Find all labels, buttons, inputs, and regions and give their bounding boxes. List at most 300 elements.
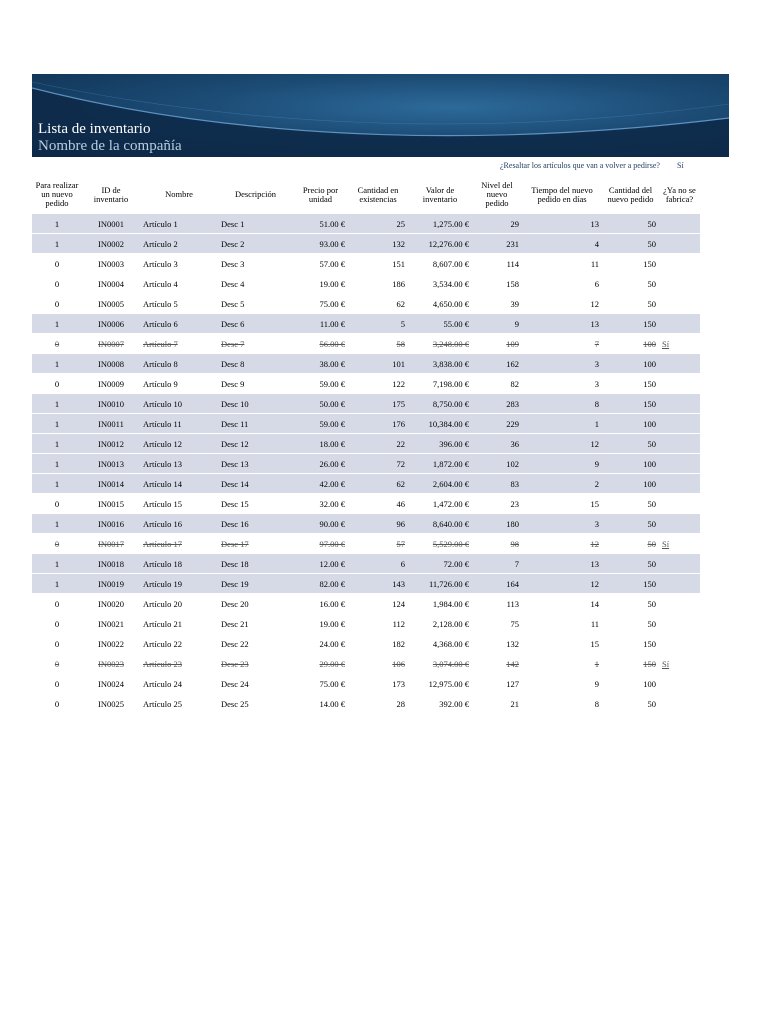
stock-quantity-cell[interactable]: 62 <box>348 474 408 494</box>
inventory-value-cell[interactable]: 2,604.00 € <box>408 474 472 494</box>
discontinued-cell[interactable] <box>659 594 700 614</box>
unit-price-cell[interactable]: 75.00 € <box>293 674 348 694</box>
column-header[interactable]: Cantidad en existencias <box>357 184 399 204</box>
unit-price-cell[interactable]: 14.00 € <box>293 694 348 714</box>
inventory-value-cell[interactable]: 7,198.00 € <box>408 374 472 394</box>
name-cell[interactable]: Artículo 2 <box>140 234 218 254</box>
stock-quantity-cell[interactable]: 72 <box>348 454 408 474</box>
highlight-value-cell[interactable]: Sí <box>677 161 684 170</box>
reorder-cell[interactable]: 1 <box>32 574 82 594</box>
description-cell[interactable]: Desc 6 <box>218 314 293 334</box>
name-cell[interactable]: Artículo 22 <box>140 634 218 654</box>
description-cell[interactable]: Desc 19 <box>218 574 293 594</box>
stock-quantity-cell[interactable]: 176 <box>348 414 408 434</box>
name-cell[interactable]: Artículo 15 <box>140 494 218 514</box>
discontinued-cell[interactable] <box>659 614 700 634</box>
reorder-quantity-cell[interactable]: 50 <box>602 294 659 314</box>
reorder-days-cell[interactable]: 11 <box>522 254 602 274</box>
inventory-id-cell[interactable]: IN0017 <box>82 534 140 554</box>
inventory-value-cell[interactable]: 1,275.00 € <box>408 214 472 234</box>
reorder-quantity-cell[interactable]: 150 <box>602 314 659 334</box>
description-cell[interactable]: Desc 17 <box>218 534 293 554</box>
column-header[interactable]: Nivel del nuevo pedido <box>481 180 513 208</box>
reorder-days-cell[interactable]: 15 <box>522 634 602 654</box>
name-cell[interactable]: Artículo 18 <box>140 554 218 574</box>
table-row <box>32 314 700 334</box>
inventory-value-cell[interactable]: 12,276.00 € <box>408 234 472 254</box>
name-cell[interactable]: Artículo 25 <box>140 694 218 714</box>
inventory-id-cell[interactable]: IN0009 <box>82 374 140 394</box>
discontinued-cell[interactable] <box>659 454 700 474</box>
table-row <box>32 234 700 254</box>
reorder-cell[interactable]: 0 <box>32 494 82 514</box>
discontinued-cell[interactable] <box>659 314 700 334</box>
reorder-days-cell[interactable]: 13 <box>522 554 602 574</box>
unit-price-cell[interactable]: 19.00 € <box>293 274 348 294</box>
inventory-id-cell[interactable]: IN0020 <box>82 594 140 614</box>
unit-price-cell[interactable]: 38.00 € <box>293 354 348 374</box>
reorder-quantity-cell[interactable]: 50 <box>602 234 659 254</box>
inventory-id-cell[interactable]: IN0003 <box>82 254 140 274</box>
reorder-cell[interactable]: 0 <box>32 374 82 394</box>
inventory-value-cell[interactable]: 11,726.00 € <box>408 574 472 594</box>
reorder-quantity-cell[interactable]: 150 <box>602 374 659 394</box>
reorder-level-cell[interactable]: 83 <box>472 474 522 494</box>
reorder-quantity-cell[interactable]: 50 <box>602 214 659 234</box>
unit-price-cell[interactable]: 32.00 € <box>293 494 348 514</box>
reorder-quantity-cell[interactable]: 150 <box>602 634 659 654</box>
inventory-id-cell[interactable]: IN0007 <box>82 334 140 354</box>
reorder-level-cell[interactable]: 102 <box>472 454 522 474</box>
unit-price-cell[interactable]: 51.00 € <box>293 214 348 234</box>
description-cell[interactable]: Desc 15 <box>218 494 293 514</box>
reorder-level-cell[interactable]: 114 <box>472 254 522 274</box>
reorder-days-cell[interactable]: 11 <box>522 614 602 634</box>
reorder-level-cell[interactable]: 21 <box>472 694 522 714</box>
reorder-quantity-cell[interactable]: 50 <box>602 434 659 454</box>
reorder-days-cell[interactable]: 12 <box>522 534 602 554</box>
reorder-days-cell[interactable]: 9 <box>522 674 602 694</box>
description-cell[interactable]: Desc 1 <box>218 214 293 234</box>
inventory-value-cell[interactable]: 8,607.00 € <box>408 254 472 274</box>
reorder-level-cell[interactable]: 162 <box>472 354 522 374</box>
table-row <box>32 414 700 434</box>
discontinued-cell[interactable] <box>659 414 700 434</box>
description-cell[interactable]: Desc 4 <box>218 274 293 294</box>
unit-price-cell[interactable]: 97.00 € <box>293 534 348 554</box>
inventory-id-cell[interactable]: IN0005 <box>82 294 140 314</box>
name-cell[interactable]: Artículo 10 <box>140 394 218 414</box>
unit-price-cell[interactable]: 29.00 € <box>293 654 348 674</box>
reorder-cell[interactable]: 0 <box>32 694 82 714</box>
name-cell[interactable]: Artículo 20 <box>140 594 218 614</box>
reorder-level-cell[interactable]: 164 <box>472 574 522 594</box>
inventory-id-cell[interactable]: IN0004 <box>82 274 140 294</box>
reorder-cell[interactable]: 1 <box>32 214 82 234</box>
reorder-level-cell[interactable]: 127 <box>472 674 522 694</box>
inventory-id-cell[interactable]: IN0015 <box>82 494 140 514</box>
reorder-quantity-cell[interactable]: 50 <box>602 694 659 714</box>
reorder-cell[interactable]: 0 <box>32 614 82 634</box>
inventory-value-cell[interactable]: 3,534.00 € <box>408 274 472 294</box>
inventory-table <box>32 175 700 714</box>
stock-quantity-cell[interactable]: 106 <box>348 654 408 674</box>
reorder-days-cell[interactable]: 3 <box>522 354 602 374</box>
reorder-quantity-cell[interactable]: 100 <box>602 454 659 474</box>
column-header[interactable]: ID de inventario <box>93 184 129 204</box>
discontinued-cell[interactable] <box>659 234 700 254</box>
inventory-id-cell[interactable]: IN0010 <box>82 394 140 414</box>
reorder-quantity-cell[interactable]: 150 <box>602 394 659 414</box>
inventory-id-cell[interactable]: IN0002 <box>82 234 140 254</box>
reorder-quantity-cell[interactable]: 50 <box>602 554 659 574</box>
reorder-cell[interactable]: 0 <box>32 534 82 554</box>
inventory-id-cell[interactable]: IN0014 <box>82 474 140 494</box>
reorder-days-cell[interactable]: 12 <box>522 574 602 594</box>
reorder-days-cell[interactable]: 4 <box>522 234 602 254</box>
reorder-quantity-cell[interactable]: 50 <box>602 614 659 634</box>
reorder-level-cell[interactable]: 7 <box>472 554 522 574</box>
reorder-cell[interactable]: 1 <box>32 414 82 434</box>
header-banner <box>32 74 729 157</box>
reorder-level-cell[interactable]: 229 <box>472 414 522 434</box>
name-cell[interactable]: Artículo 1 <box>140 214 218 234</box>
discontinued-cell[interactable] <box>659 354 700 374</box>
reorder-cell[interactable]: 0 <box>32 594 82 614</box>
inventory-id-cell[interactable]: IN0025 <box>82 694 140 714</box>
inventory-value-cell[interactable]: 55.00 € <box>408 314 472 334</box>
discontinued-cell[interactable] <box>659 254 700 274</box>
inventory-id-cell[interactable]: IN0023 <box>82 654 140 674</box>
name-cell[interactable]: Artículo 8 <box>140 354 218 374</box>
reorder-quantity-cell[interactable]: 50 <box>602 594 659 614</box>
column-header[interactable]: Descripción <box>234 189 277 199</box>
reorder-level-cell[interactable]: 180 <box>472 514 522 534</box>
reorder-level-cell[interactable]: 283 <box>472 394 522 414</box>
stock-quantity-cell[interactable]: 22 <box>348 434 408 454</box>
discontinued-cell[interactable] <box>659 634 700 654</box>
discontinued-cell[interactable] <box>659 514 700 534</box>
reorder-level-cell[interactable]: 9 <box>472 314 522 334</box>
stock-quantity-cell[interactable]: 58 <box>348 334 408 354</box>
description-cell[interactable]: Desc 9 <box>218 374 293 394</box>
reorder-level-cell[interactable]: 39 <box>472 294 522 314</box>
reorder-quantity-cell[interactable]: 100 <box>602 334 659 354</box>
reorder-cell[interactable]: 0 <box>32 654 82 674</box>
name-cell[interactable]: Artículo 12 <box>140 434 218 454</box>
reorder-days-cell[interactable]: 7 <box>522 334 602 354</box>
column-header[interactable]: ¿Ya no se fabrica? <box>663 184 696 204</box>
stock-quantity-cell[interactable]: 132 <box>348 234 408 254</box>
stock-quantity-cell[interactable]: 143 <box>348 574 408 594</box>
reorder-days-cell[interactable]: 8 <box>522 394 602 414</box>
name-cell[interactable]: Artículo 6 <box>140 314 218 334</box>
description-cell[interactable]: Desc 18 <box>218 554 293 574</box>
reorder-cell[interactable]: 0 <box>32 334 82 354</box>
reorder-cell[interactable]: 1 <box>32 354 82 374</box>
reorder-level-cell[interactable]: 109 <box>472 334 522 354</box>
discontinued-cell[interactable] <box>659 574 700 594</box>
stock-quantity-cell[interactable]: 62 <box>348 294 408 314</box>
description-cell[interactable]: Desc 25 <box>218 694 293 714</box>
name-cell[interactable]: Artículo 21 <box>140 614 218 634</box>
inventory-id-cell[interactable]: IN0011 <box>82 414 140 434</box>
table-row <box>32 494 700 514</box>
discontinued-cell[interactable] <box>659 674 700 694</box>
stock-quantity-cell[interactable]: 124 <box>348 594 408 614</box>
inventory-value-cell[interactable]: 72.00 € <box>408 554 472 574</box>
stock-quantity-cell[interactable]: 28 <box>348 694 408 714</box>
unit-price-cell[interactable]: 93.00 € <box>293 234 348 254</box>
unit-price-cell[interactable]: 11.00 € <box>293 314 348 334</box>
inventory-value-cell[interactable]: 396.00 € <box>408 434 472 454</box>
name-cell[interactable]: Artículo 16 <box>140 514 218 534</box>
column-header[interactable]: Para realizar un nuevo pedido <box>35 180 79 208</box>
header-row <box>32 175 700 214</box>
unit-price-cell[interactable]: 59.00 € <box>293 374 348 394</box>
column-header[interactable]: Cantidad del nuevo pedido <box>607 184 654 204</box>
inventory-value-cell[interactable]: 12,975.00 € <box>408 674 472 694</box>
reorder-quantity-cell[interactable]: 50 <box>602 274 659 294</box>
inventory-id-cell[interactable]: IN0013 <box>82 454 140 474</box>
column-header[interactable]: Tiempo del nuevo pedido en días <box>531 184 593 204</box>
inventory-id-cell[interactable]: IN0008 <box>82 354 140 374</box>
inventory-value-cell[interactable]: 3,838.00 € <box>408 354 472 374</box>
reorder-quantity-cell[interactable]: 50 <box>602 534 659 554</box>
inventory-id-cell[interactable]: IN0021 <box>82 614 140 634</box>
table-row <box>32 654 700 674</box>
column-header[interactable]: Nombre <box>165 189 193 199</box>
table-row <box>32 274 700 294</box>
discontinued-cell[interactable] <box>659 294 700 314</box>
name-cell[interactable]: Artículo 13 <box>140 454 218 474</box>
reorder-days-cell[interactable]: 9 <box>522 454 602 474</box>
description-cell[interactable]: Desc 7 <box>218 334 293 354</box>
unit-price-cell[interactable]: 16.00 € <box>293 594 348 614</box>
description-cell[interactable]: Desc 21 <box>218 614 293 634</box>
reorder-cell[interactable]: 1 <box>32 394 82 414</box>
reorder-cell[interactable]: 0 <box>32 254 82 274</box>
reorder-cell[interactable]: 0 <box>32 294 82 314</box>
reorder-quantity-cell[interactable]: 150 <box>602 574 659 594</box>
inventory-value-cell[interactable]: 3,074.00 € <box>408 654 472 674</box>
reorder-level-cell[interactable]: 158 <box>472 274 522 294</box>
stock-quantity-cell[interactable]: 122 <box>348 374 408 394</box>
discontinued-cell[interactable] <box>659 554 700 574</box>
name-cell[interactable]: Artículo 23 <box>140 654 218 674</box>
reorder-level-cell[interactable]: 36 <box>472 434 522 454</box>
description-cell[interactable]: Desc 22 <box>218 634 293 654</box>
inventory-id-cell[interactable]: IN0016 <box>82 514 140 534</box>
inventory-id-cell[interactable]: IN0018 <box>82 554 140 574</box>
inventory-id-cell[interactable]: IN0006 <box>82 314 140 334</box>
reorder-quantity-cell[interactable]: 50 <box>602 494 659 514</box>
table-row <box>32 334 700 354</box>
reorder-level-cell[interactable]: 98 <box>472 534 522 554</box>
reorder-level-cell[interactable]: 75 <box>472 614 522 634</box>
unit-price-cell[interactable]: 82.00 € <box>293 574 348 594</box>
discontinued-cell[interactable]: Sí <box>659 654 700 674</box>
reorder-days-cell[interactable]: 1 <box>522 654 602 674</box>
description-cell[interactable]: Desc 24 <box>218 674 293 694</box>
stock-quantity-cell[interactable]: 57 <box>348 534 408 554</box>
unit-price-cell[interactable]: 26.00 € <box>293 454 348 474</box>
name-cell[interactable]: Artículo 14 <box>140 474 218 494</box>
reorder-cell[interactable]: 0 <box>32 674 82 694</box>
inventory-value-cell[interactable]: 8,640.00 € <box>408 514 472 534</box>
reorder-cell[interactable]: 1 <box>32 314 82 334</box>
discontinued-cell[interactable] <box>659 694 700 714</box>
name-cell[interactable]: Artículo 19 <box>140 574 218 594</box>
inventory-value-cell[interactable]: 2,128.00 € <box>408 614 472 634</box>
unit-price-cell[interactable]: 24.00 € <box>293 634 348 654</box>
description-cell[interactable]: Desc 3 <box>218 254 293 274</box>
reorder-days-cell[interactable]: 12 <box>522 434 602 454</box>
reorder-level-cell[interactable]: 231 <box>472 234 522 254</box>
unit-price-cell[interactable]: 59.00 € <box>293 414 348 434</box>
inventory-id-cell[interactable]: IN0001 <box>82 214 140 234</box>
table-row <box>32 614 700 634</box>
stock-quantity-cell[interactable]: 175 <box>348 394 408 414</box>
stock-quantity-cell[interactable]: 182 <box>348 634 408 654</box>
reorder-quantity-cell[interactable]: 50 <box>602 514 659 534</box>
reorder-quantity-cell[interactable]: 150 <box>602 254 659 274</box>
unit-price-cell[interactable]: 42.00 € <box>293 474 348 494</box>
stock-quantity-cell[interactable]: 151 <box>348 254 408 274</box>
reorder-level-cell[interactable]: 82 <box>472 374 522 394</box>
reorder-level-cell[interactable]: 23 <box>472 494 522 514</box>
reorder-quantity-cell[interactable]: 150 <box>602 654 659 674</box>
name-cell[interactable]: Artículo 4 <box>140 274 218 294</box>
discontinued-cell[interactable] <box>659 434 700 454</box>
description-cell[interactable]: Desc 14 <box>218 474 293 494</box>
reorder-level-cell[interactable]: 132 <box>472 634 522 654</box>
inventory-id-cell[interactable]: IN0019 <box>82 574 140 594</box>
stock-quantity-cell[interactable]: 112 <box>348 614 408 634</box>
reorder-days-cell[interactable]: 14 <box>522 594 602 614</box>
reorder-level-cell[interactable]: 29 <box>472 214 522 234</box>
discontinued-cell[interactable] <box>659 214 700 234</box>
inventory-value-cell[interactable]: 4,368.00 € <box>408 634 472 654</box>
description-cell[interactable]: Desc 20 <box>218 594 293 614</box>
reorder-cell[interactable]: 1 <box>32 234 82 254</box>
name-cell[interactable]: Artículo 7 <box>140 334 218 354</box>
unit-price-cell[interactable]: 50.00 € <box>293 394 348 414</box>
name-cell[interactable]: Artículo 24 <box>140 674 218 694</box>
reorder-cell[interactable]: 1 <box>32 554 82 574</box>
reorder-cell[interactable]: 0 <box>32 274 82 294</box>
inventory-id-cell[interactable]: IN0022 <box>82 634 140 654</box>
reorder-days-cell[interactable]: 6 <box>522 274 602 294</box>
reorder-days-cell[interactable]: 3 <box>522 514 602 534</box>
reorder-quantity-cell[interactable]: 100 <box>602 474 659 494</box>
reorder-days-cell[interactable]: 8 <box>522 694 602 714</box>
inventory-value-cell[interactable]: 392.00 € <box>408 694 472 714</box>
reorder-level-cell[interactable]: 142 <box>472 654 522 674</box>
reorder-days-cell[interactable]: 13 <box>522 214 602 234</box>
description-cell[interactable]: Desc 2 <box>218 234 293 254</box>
stock-quantity-cell[interactable]: 5 <box>348 314 408 334</box>
reorder-days-cell[interactable]: 3 <box>522 374 602 394</box>
inventory-value-cell[interactable]: 8,750.00 € <box>408 394 472 414</box>
unit-price-cell[interactable]: 18.00 € <box>293 434 348 454</box>
description-cell[interactable]: Desc 13 <box>218 454 293 474</box>
discontinued-cell[interactable] <box>659 374 700 394</box>
table-row <box>32 394 700 414</box>
unit-price-cell[interactable]: 56.00 € <box>293 334 348 354</box>
stock-quantity-cell[interactable]: 96 <box>348 514 408 534</box>
reorder-cell[interactable]: 1 <box>32 514 82 534</box>
reorder-days-cell[interactable]: 13 <box>522 314 602 334</box>
discontinued-cell[interactable]: Sí <box>659 334 700 354</box>
inventory-value-cell[interactable]: 1,872.00 € <box>408 454 472 474</box>
description-cell[interactable]: Desc 11 <box>218 414 293 434</box>
description-cell[interactable]: Desc 8 <box>218 354 293 374</box>
reorder-quantity-cell[interactable]: 100 <box>602 414 659 434</box>
inventory-value-cell[interactable]: 1,984.00 € <box>408 594 472 614</box>
unit-price-cell[interactable]: 19.00 € <box>293 614 348 634</box>
discontinued-cell[interactable] <box>659 494 700 514</box>
discontinued-cell[interactable]: Sí <box>659 534 700 554</box>
inventory-id-cell[interactable]: IN0012 <box>82 434 140 454</box>
unit-price-cell[interactable]: 57.00 € <box>293 254 348 274</box>
reorder-days-cell[interactable]: 2 <box>522 474 602 494</box>
reorder-days-cell[interactable]: 15 <box>522 494 602 514</box>
inventory-id-cell[interactable]: IN0024 <box>82 674 140 694</box>
discontinued-cell[interactable] <box>659 274 700 294</box>
description-cell[interactable]: Desc 12 <box>218 434 293 454</box>
description-cell[interactable]: Desc 23 <box>218 654 293 674</box>
description-cell[interactable]: Desc 10 <box>218 394 293 414</box>
reorder-quantity-cell[interactable]: 100 <box>602 354 659 374</box>
stock-quantity-cell[interactable]: 173 <box>348 674 408 694</box>
stock-quantity-cell[interactable]: 6 <box>348 554 408 574</box>
unit-price-cell[interactable]: 75.00 € <box>293 294 348 314</box>
inventory-value-cell[interactable]: 3,248.00 € <box>408 334 472 354</box>
name-cell[interactable]: Artículo 5 <box>140 294 218 314</box>
stock-quantity-cell[interactable]: 186 <box>348 274 408 294</box>
discontinued-cell[interactable] <box>659 394 700 414</box>
table-row <box>32 474 700 494</box>
name-cell[interactable]: Artículo 3 <box>140 254 218 274</box>
stock-quantity-cell[interactable]: 25 <box>348 214 408 234</box>
stock-quantity-cell[interactable]: 46 <box>348 494 408 514</box>
stock-quantity-cell[interactable]: 101 <box>348 354 408 374</box>
reorder-days-cell[interactable]: 1 <box>522 414 602 434</box>
unit-price-cell[interactable]: 90.00 € <box>293 514 348 534</box>
column-header[interactable]: Valor de inventario <box>422 184 458 204</box>
name-cell[interactable]: Artículo 11 <box>140 414 218 434</box>
unit-price-cell[interactable]: 12.00 € <box>293 554 348 574</box>
reorder-quantity-cell[interactable]: 100 <box>602 674 659 694</box>
description-cell[interactable]: Desc 5 <box>218 294 293 314</box>
name-cell[interactable]: Artículo 17 <box>140 534 218 554</box>
description-cell[interactable]: Desc 16 <box>218 514 293 534</box>
reorder-cell[interactable]: 0 <box>32 634 82 654</box>
name-cell[interactable]: Artículo 9 <box>140 374 218 394</box>
inventory-value-cell[interactable]: 5,529.00 € <box>408 534 472 554</box>
reorder-cell[interactable]: 1 <box>32 474 82 494</box>
inventory-value-cell[interactable]: 10,384.00 € <box>408 414 472 434</box>
inventory-value-cell[interactable]: 1,472.00 € <box>408 494 472 514</box>
reorder-level-cell[interactable]: 113 <box>472 594 522 614</box>
reorder-cell[interactable]: 1 <box>32 454 82 474</box>
inventory-value-cell[interactable]: 4,650.00 € <box>408 294 472 314</box>
column-header[interactable]: Precio por unidad <box>302 184 339 204</box>
reorder-days-cell[interactable]: 12 <box>522 294 602 314</box>
reorder-cell[interactable]: 1 <box>32 434 82 454</box>
discontinued-cell[interactable] <box>659 474 700 494</box>
